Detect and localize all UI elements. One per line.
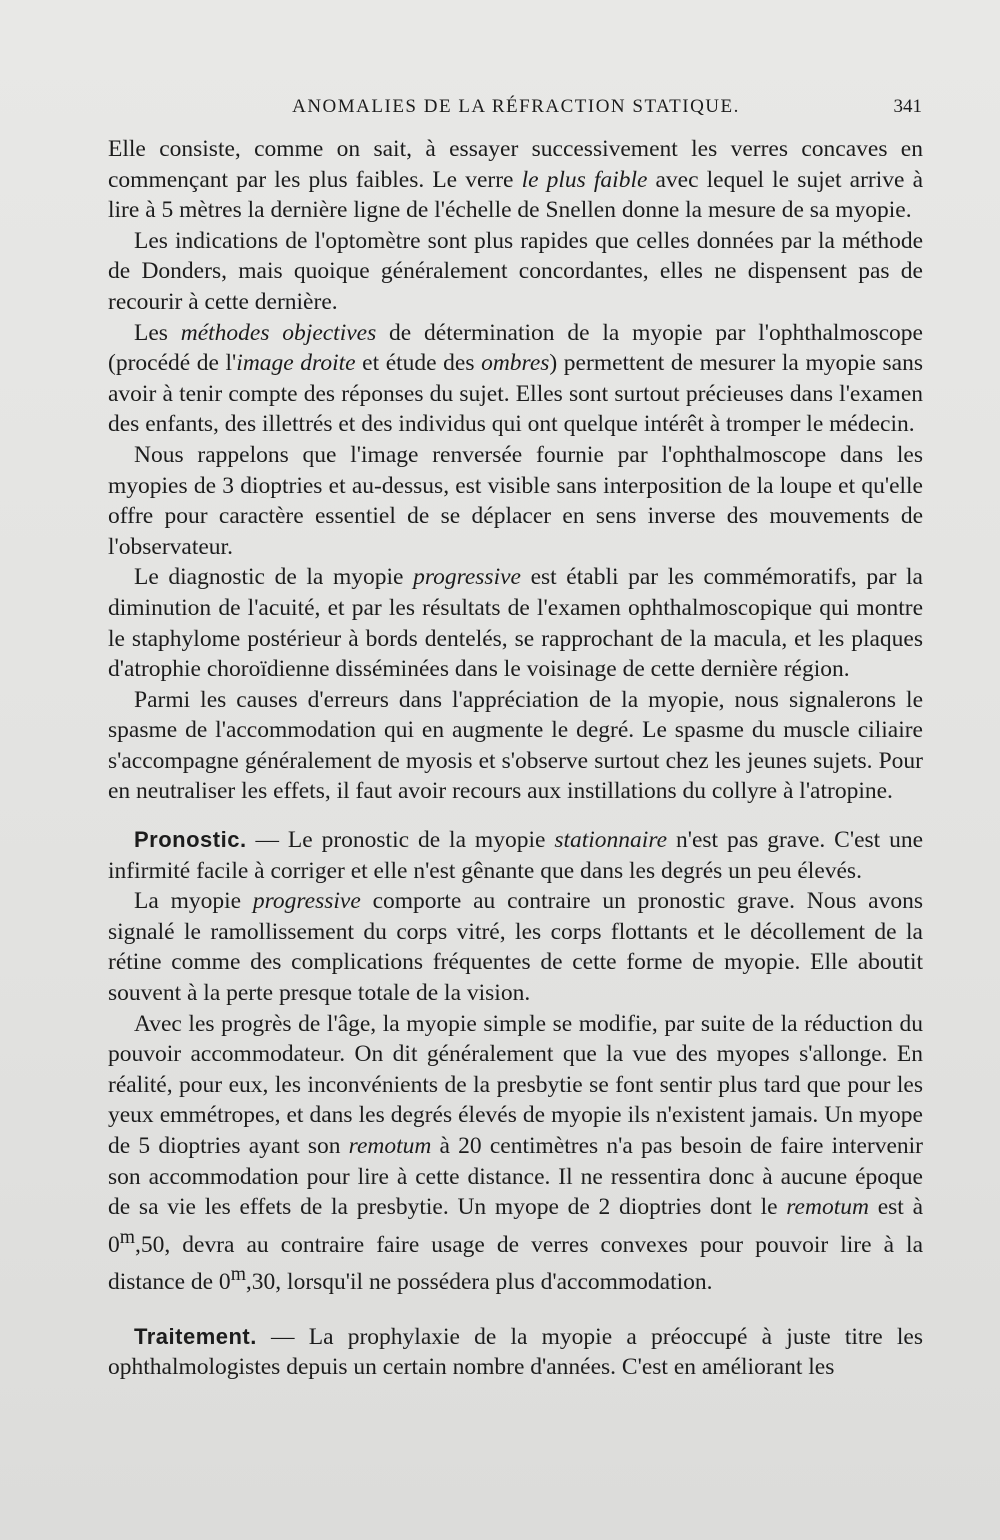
section-heading-traitement: Traitement.: [134, 1323, 257, 1349]
paragraph: Traitement. — La prophylaxie de la myopie a préoccupé à juste titre les ophthalmologistes depuis un certain nombre d'années. C'est en améliorant les: [108, 1323, 923, 1381]
paragraph: Nous rappelons que l'image renversée fournie par l'ophthalmoscope dans les myopies de 3 dioptries et au-dessus, est visible sans interposition de la loupe et qu'elle offre pour caractère essentiel de se déplacer en sens inverse des mouvements de l'observateur.: [108, 441, 923, 560]
section-spacer: [108, 807, 923, 825]
section-spacer: [108, 1298, 923, 1322]
paragraph: Les méthodes objectives de détermination de la myopie par l'ophthalmoscope (procédé de l'image droite et étude des ombres) permettent de mesurer la myopie sans avoir à tenir compte des réponses du sujet. Elles sont surtout précieuses dans l'examen des enfants, des illettrés et des individus qui ont quelque intérêt à tromper le médecin.: [108, 319, 923, 438]
page-number: 341: [893, 96, 922, 117]
paragraph: Avec les progrès de l'âge, la myopie simple se modifie, par suite de la réduction du pouvoir accommodateur. On dit généralement que la vue des myopes s'allonge. En réalité, pour eux, les inconvénients de la presbytie se font sentir plus tard que pour les yeux emmétropes, et dans les degrés élevés de myopie ils n'existent jamais. Un myope de 5 dioptries ayant son remotum à 20 centimètres n'a pas besoin de faire intervenir son accommodation pour lire à cette distance. Il ne ressentira donc à aucune époque de sa vie les effets de la presbytie. Un myope de 2 dioptries dont le remotum est à 0$^m$,50, devra au contraire faire usage de verres convexes pour pouvoir lire à la distance de 0$^m$,30, lorsqu'il ne possédera plus d'accommodation.: [108, 1010, 923, 1296]
paragraph: La myopie progressive comporte au contraire un pronostic grave. Nous avons signalé le ramollissement du corps vitré, les corps flottants et le décollement de la rétine comme des complications fréquentes de cette forme de myopie. Elle aboutit souvent à la perte presque totale de la vision.: [108, 888, 923, 1007]
body-text: [108, 134, 923, 1383]
running-title: ANOMALIES DE LA RÉFRACTION STATIQUE.: [292, 96, 740, 117]
page-header: [110, 96, 922, 126]
paragraph: Parmi les causes d'erreurs dans l'appréciation de la myopie, nous signalerons le spasme de l'accommodation qui en augmente le degré. Le spasme du muscle ciliaire s'accompagne généralement de myosis et s'observe surtout chez les jeunes sujets. Pour en neutraliser les effets, il faut avoir recours aux instillations du collyre à l'atropine.: [108, 686, 923, 805]
section-heading-pronostic: Pronostic.: [134, 827, 247, 853]
paragraph: Le diagnostic de la myopie progressive est établi par les commémoratifs, par la diminution de l'acuité, et par les résultats de l'examen ophthalmoscopique qui montre le staphylome postérieur à bords dentelés, se rapprochant de la macula, et les plaques d'atrophie choroïdienne disséminées dans le voisinage de cette dernière région.: [108, 564, 923, 683]
paragraph: Elle consiste, comme on sait, à essayer successivement les verres concaves en commençant par les plus faibles. Le verre le plus faible avec lequel le sujet arrive à lire à 5 mètres la dernière ligne de l'échelle de Snellen donne la mesure de sa myopie.: [108, 136, 923, 224]
paragraph: Pronostic. — Le pronostic de la myopie stationnaire n'est pas grave. C'est une infirmité facile à corriger et elle n'est gênante que dans les degrés un peu élevés.: [108, 827, 924, 884]
paragraph: Les indications de l'optomètre sont plus rapides que celles données par la méthode de Donders, mais quoique généralement concordantes, elles ne dispensent pas de recourir à cette dernière.: [108, 227, 923, 315]
